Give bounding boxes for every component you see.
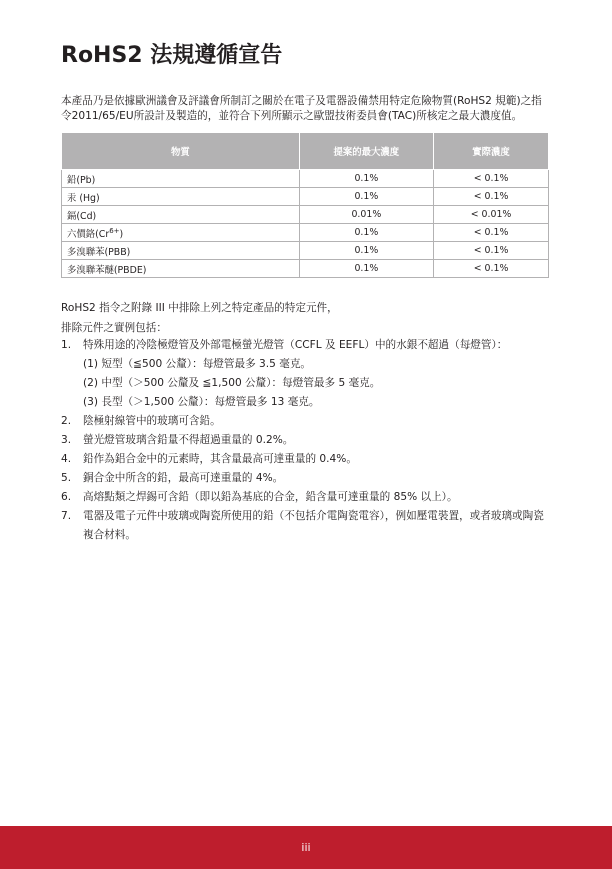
list-item: [61, 469, 553, 488]
sub-item: (1) 短型（≦500 公釐）：每燈管最多 3.5 毫克。: [83, 358, 312, 370]
proposed-value: 0.1%: [299, 188, 433, 206]
list-item-text: 電器及電子元件中玻璃或陶瓷所使用的鉛（不包括介電陶瓷電容），例如壓電裝置，或者玻璃或陶瓷複合材料。: [83, 510, 544, 541]
substance-name-sup: 6+: [109, 226, 120, 235]
list-item-number: 1.: [61, 339, 72, 351]
list-item-text: 高熔點類之焊錫可含鉛（即以鉛為基底的合金，鉛含量可達重量的 85% 以上）。: [83, 491, 458, 503]
list-item-text: 特殊用途的冷陰極燈管及外部電極螢光燈管（CCFL 及 EEFL）中的水銀不超過（每燈管）：: [83, 339, 508, 351]
table-row: [62, 188, 549, 206]
substance-name: 鎘(Cd): [62, 206, 300, 224]
substance-name: [62, 224, 300, 242]
actual-value: < 0.1%: [434, 188, 549, 206]
substance-table: [61, 132, 549, 278]
page-number: iii: [301, 841, 311, 854]
list-item: [61, 450, 553, 469]
substance-name-suffix: ): [119, 228, 124, 240]
substance-name: 汞 (Hg): [62, 188, 300, 206]
substance-name: 鉛(Pb): [62, 170, 300, 188]
actual-value: < 0.1%: [434, 260, 549, 278]
list-item-text: 陰極射線管中的玻璃可含鉛。: [83, 415, 221, 427]
list-item-text: 螢光燈管玻璃含鉛量不得超過重量的 0.2%。: [83, 434, 294, 446]
note-line-2: 排除元件之實例包括：: [61, 322, 167, 334]
list-item: [61, 431, 553, 450]
list-item-number: 6.: [61, 491, 72, 503]
list-item-text: 銅合金中所含的鉛，最高可達重量的 4%。: [83, 472, 284, 484]
table-row: [62, 242, 549, 260]
list-item: [61, 336, 553, 412]
list-item: [61, 488, 553, 507]
note-line-1: RoHS2 指令之附錄 III 中排除上列之特定產品的特定元件，: [61, 302, 338, 314]
list-item: [61, 507, 553, 545]
substance-name: 多溴聯苯(PBB): [62, 242, 300, 260]
exemption-note: [61, 298, 338, 338]
list-item-number: 7.: [61, 510, 72, 522]
sub-item: (2) 中型（＞500 公釐及 ≦1,500 公釐）：每燈管最多 5 毫克。: [83, 377, 381, 389]
proposed-value: 0.1%: [299, 224, 433, 242]
table-row: [62, 224, 549, 242]
proposed-value: 0.01%: [299, 206, 433, 224]
actual-value: < 0.1%: [434, 170, 549, 188]
page-title: RoHS2 法規遵循宣告: [61, 43, 283, 68]
list-item-number: 4.: [61, 453, 72, 465]
substance-name-prefix: 六價鉻(Cr: [67, 228, 110, 240]
header-proposed-max: 提案的最大濃度: [299, 133, 433, 170]
table-row: [62, 170, 549, 188]
table-header-row: [62, 133, 549, 170]
exemption-list: [61, 336, 553, 545]
table-row: [62, 260, 549, 278]
list-item-number: 3.: [61, 434, 72, 446]
list-item-number: 5.: [61, 472, 72, 484]
actual-value: < 0.1%: [434, 224, 549, 242]
substance-name: 多溴聯苯醚(PBDE): [62, 260, 300, 278]
proposed-value: 0.1%: [299, 260, 433, 278]
sub-list: [83, 355, 553, 412]
header-actual: 實際濃度: [434, 133, 549, 170]
actual-value: < 0.1%: [434, 242, 549, 260]
list-item: [61, 412, 553, 431]
proposed-value: 0.1%: [299, 170, 433, 188]
list-item-number: 2.: [61, 415, 72, 427]
header-substance: 物質: [62, 133, 300, 170]
intro-paragraph: 本產品乃是依據歐洲議會及評議會所制訂之關於在電子及電器設備禁用特定危險物質(RoHS2 規範)之指令2011/65/EU所設計及製造的，並符合下列所顯示之歐盟技術委員會(TAC)所核定之最大濃度值。: [61, 95, 542, 122]
sub-item: (3) 長型（＞1,500 公釐）：每燈管最多 13 毫克。: [83, 396, 320, 408]
actual-value: < 0.01%: [434, 206, 549, 224]
list-item-text: 鉛作為鋁合金中的元素時，其含量最高可達重量的 0.4%。: [83, 453, 357, 465]
table-row: [62, 206, 549, 224]
proposed-value: 0.1%: [299, 242, 433, 260]
footer-bar: [0, 826, 612, 869]
